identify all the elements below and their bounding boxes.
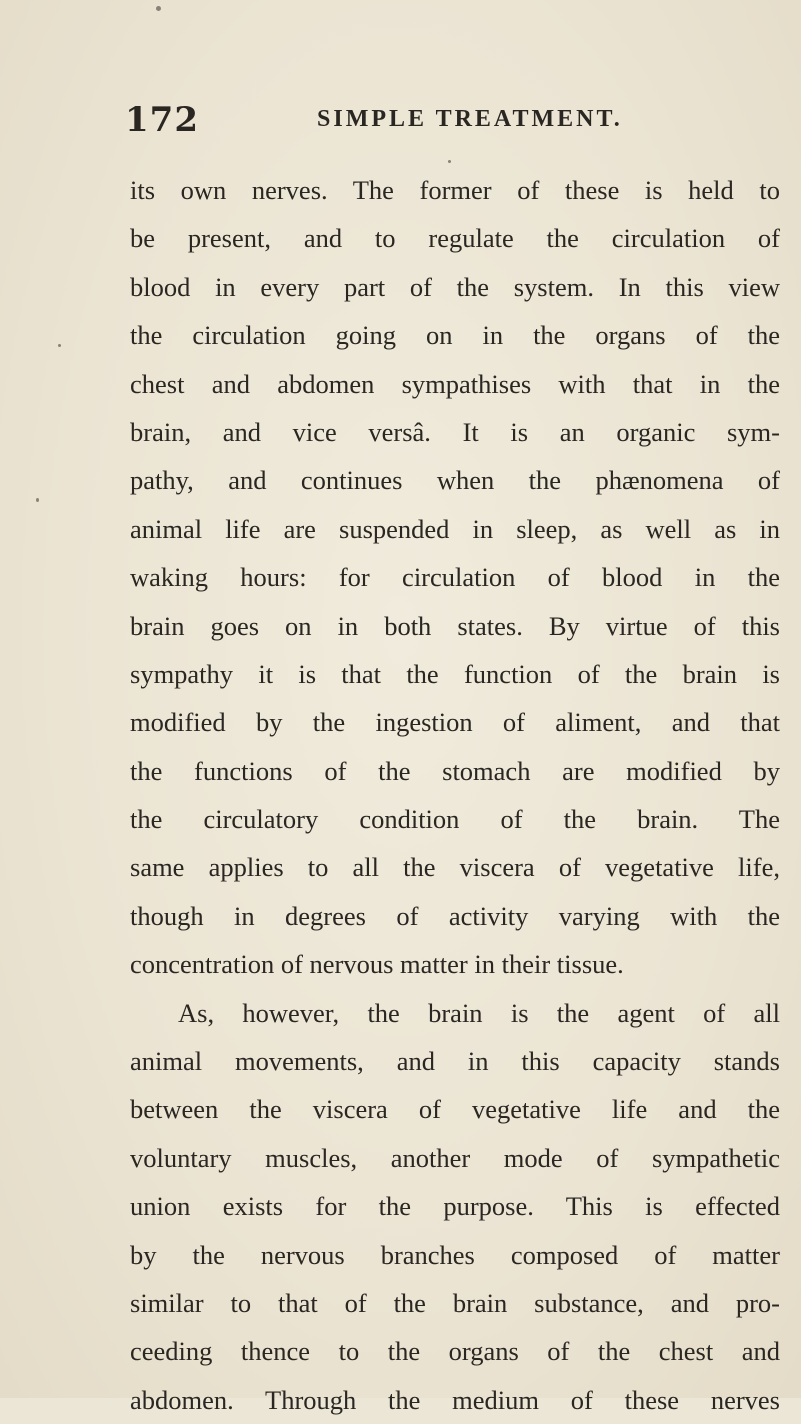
text-line: brain, and vice versâ. It is an organic sym- <box>130 416 780 447</box>
text-line: be present, and to regulate the circulation of <box>130 223 780 254</box>
text-line: union exists for the purpose. This is effected <box>130 1191 780 1222</box>
paper-speck <box>448 160 451 163</box>
text-line: similar to that of the brain substance, and pro- <box>130 1287 780 1318</box>
running-title: SIMPLE TREATMENT. <box>317 106 623 132</box>
text-line: animal movements, and in this capacity stands <box>130 1046 780 1077</box>
text-line: its own nerves. The former of these is held to <box>130 175 780 205</box>
text-line: the circulation going on in the organs of the <box>130 320 780 351</box>
text-line: abdomen. Through the medium of these nerves <box>130 1384 780 1415</box>
text-line: the circulatory condition of the brain. The <box>130 804 780 835</box>
text-line: ceeding thence to the organs of the chest and <box>130 1336 780 1367</box>
text-line: the functions of the stomach are modified by <box>130 755 780 786</box>
text-line: though in degrees of activity varying with the <box>130 900 780 931</box>
paper-speck <box>36 498 39 502</box>
body-text <box>130 166 780 1424</box>
paper-speck <box>58 344 61 347</box>
text-line: modified by the ingestion of aliment, and that <box>130 707 780 738</box>
text-line: blood in every part of the system. In this view <box>130 271 780 302</box>
text-line: brain goes on in both states. By virtue of this <box>130 610 780 641</box>
text-line: waking hours: for circulation of blood in the <box>130 562 780 593</box>
text-line: same applies to all the viscera of vegetative life, <box>130 852 780 883</box>
paper-speck <box>156 6 161 11</box>
text-line: by the nervous branches composed of matter <box>130 1239 780 1270</box>
text-line: concentration of nervous matter in their tissue. <box>130 949 624 980</box>
text-line: sympathy it is that the function of the brain is <box>130 658 780 689</box>
text-line: pathy, and continues when the phænomena of <box>130 465 780 496</box>
text-line: between the viscera of vegetative life and the <box>130 1094 780 1125</box>
text-line: animal life are suspended in sleep, as well as in <box>130 513 780 544</box>
text-line: As, however, the brain is the agent of all <box>178 997 780 1028</box>
text-line: chest and abdomen sympathises with that in the <box>130 368 780 399</box>
page-header <box>125 100 765 140</box>
page-number: 172 <box>125 100 199 140</box>
text-line: voluntary muscles, another mode of sympathetic <box>130 1142 780 1173</box>
